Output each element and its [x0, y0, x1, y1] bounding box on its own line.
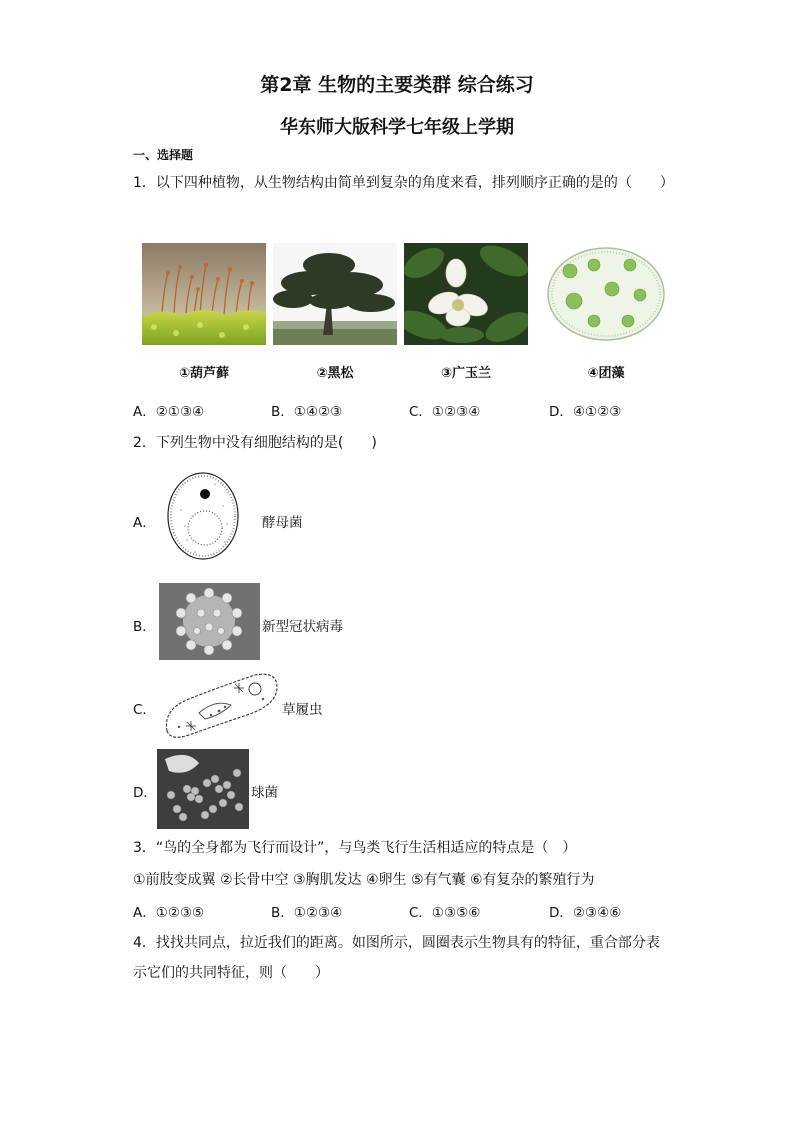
question-4-text-line2: 示它们的共同特征，则（ ）	[133, 965, 329, 981]
question-4-text-line1: 4．找找共同点，拉近我们的距离。如图所示，圆圈表示生物具有的特征，重合部分表	[133, 935, 660, 951]
option-b[interactable]: B．①②③④	[271, 905, 343, 921]
option-b-label[interactable]: B．	[133, 619, 156, 635]
option-a-label[interactable]: A．	[133, 515, 156, 531]
coronavirus-image	[159, 583, 260, 660]
caption-4: ④团藻	[587, 366, 625, 381]
cocci-image	[157, 749, 249, 829]
cocci-label: 球菌	[251, 785, 278, 801]
question-1-text: 1．以下四种植物，从生物结构由简单到复杂的角度来看，排列顺序正确的是的（ ）	[133, 175, 674, 191]
caption-2: ②黑松	[316, 366, 354, 381]
pine-tree-image	[273, 243, 397, 345]
section-heading: 一、选择题	[133, 148, 194, 162]
paramecium-image	[159, 669, 281, 743]
yeast-image	[165, 470, 243, 562]
option-d-label[interactable]: D．	[133, 785, 157, 801]
option-d[interactable]: D．④①②③	[549, 404, 622, 420]
question-3-text: 3．“鸟的全身都为飞行而设计”，与鸟类飞行生活相适应的特点是（ ）	[133, 840, 577, 856]
volvox-image	[544, 243, 668, 345]
document-title: 第2章 生物的主要类群 综合练习	[260, 74, 534, 96]
moss-image	[142, 243, 266, 345]
option-c[interactable]: C．①③⑤⑥	[409, 905, 481, 921]
option-c[interactable]: C．①②③④	[409, 404, 481, 420]
option-b[interactable]: B．①④②③	[271, 404, 343, 420]
caption-3: ③广玉兰	[440, 366, 491, 381]
option-a[interactable]: A．②①③④	[133, 404, 205, 420]
yeast-label: 酵母菌	[262, 515, 303, 531]
question-2-text: 2．下列生物中没有细胞结构的是( )	[133, 435, 377, 451]
option-c-label[interactable]: C．	[133, 702, 156, 718]
question-3-features: ①前肢变成翼 ②长骨中空 ③胸肌发达 ④卵生 ⑤有气囊 ⑥有复杂的繁殖行为	[133, 872, 595, 888]
option-a[interactable]: A．①②③⑤	[133, 905, 205, 921]
magnolia-image	[404, 243, 528, 345]
caption-1: ①葫芦藓	[178, 366, 229, 381]
option-d[interactable]: D．②③④⑥	[549, 905, 622, 921]
coronavirus-label: 新型冠状病毒	[262, 619, 343, 635]
paramecium-label: 草履虫	[282, 702, 323, 718]
document-subtitle: 华东师大版科学七年级上学期	[280, 117, 514, 138]
